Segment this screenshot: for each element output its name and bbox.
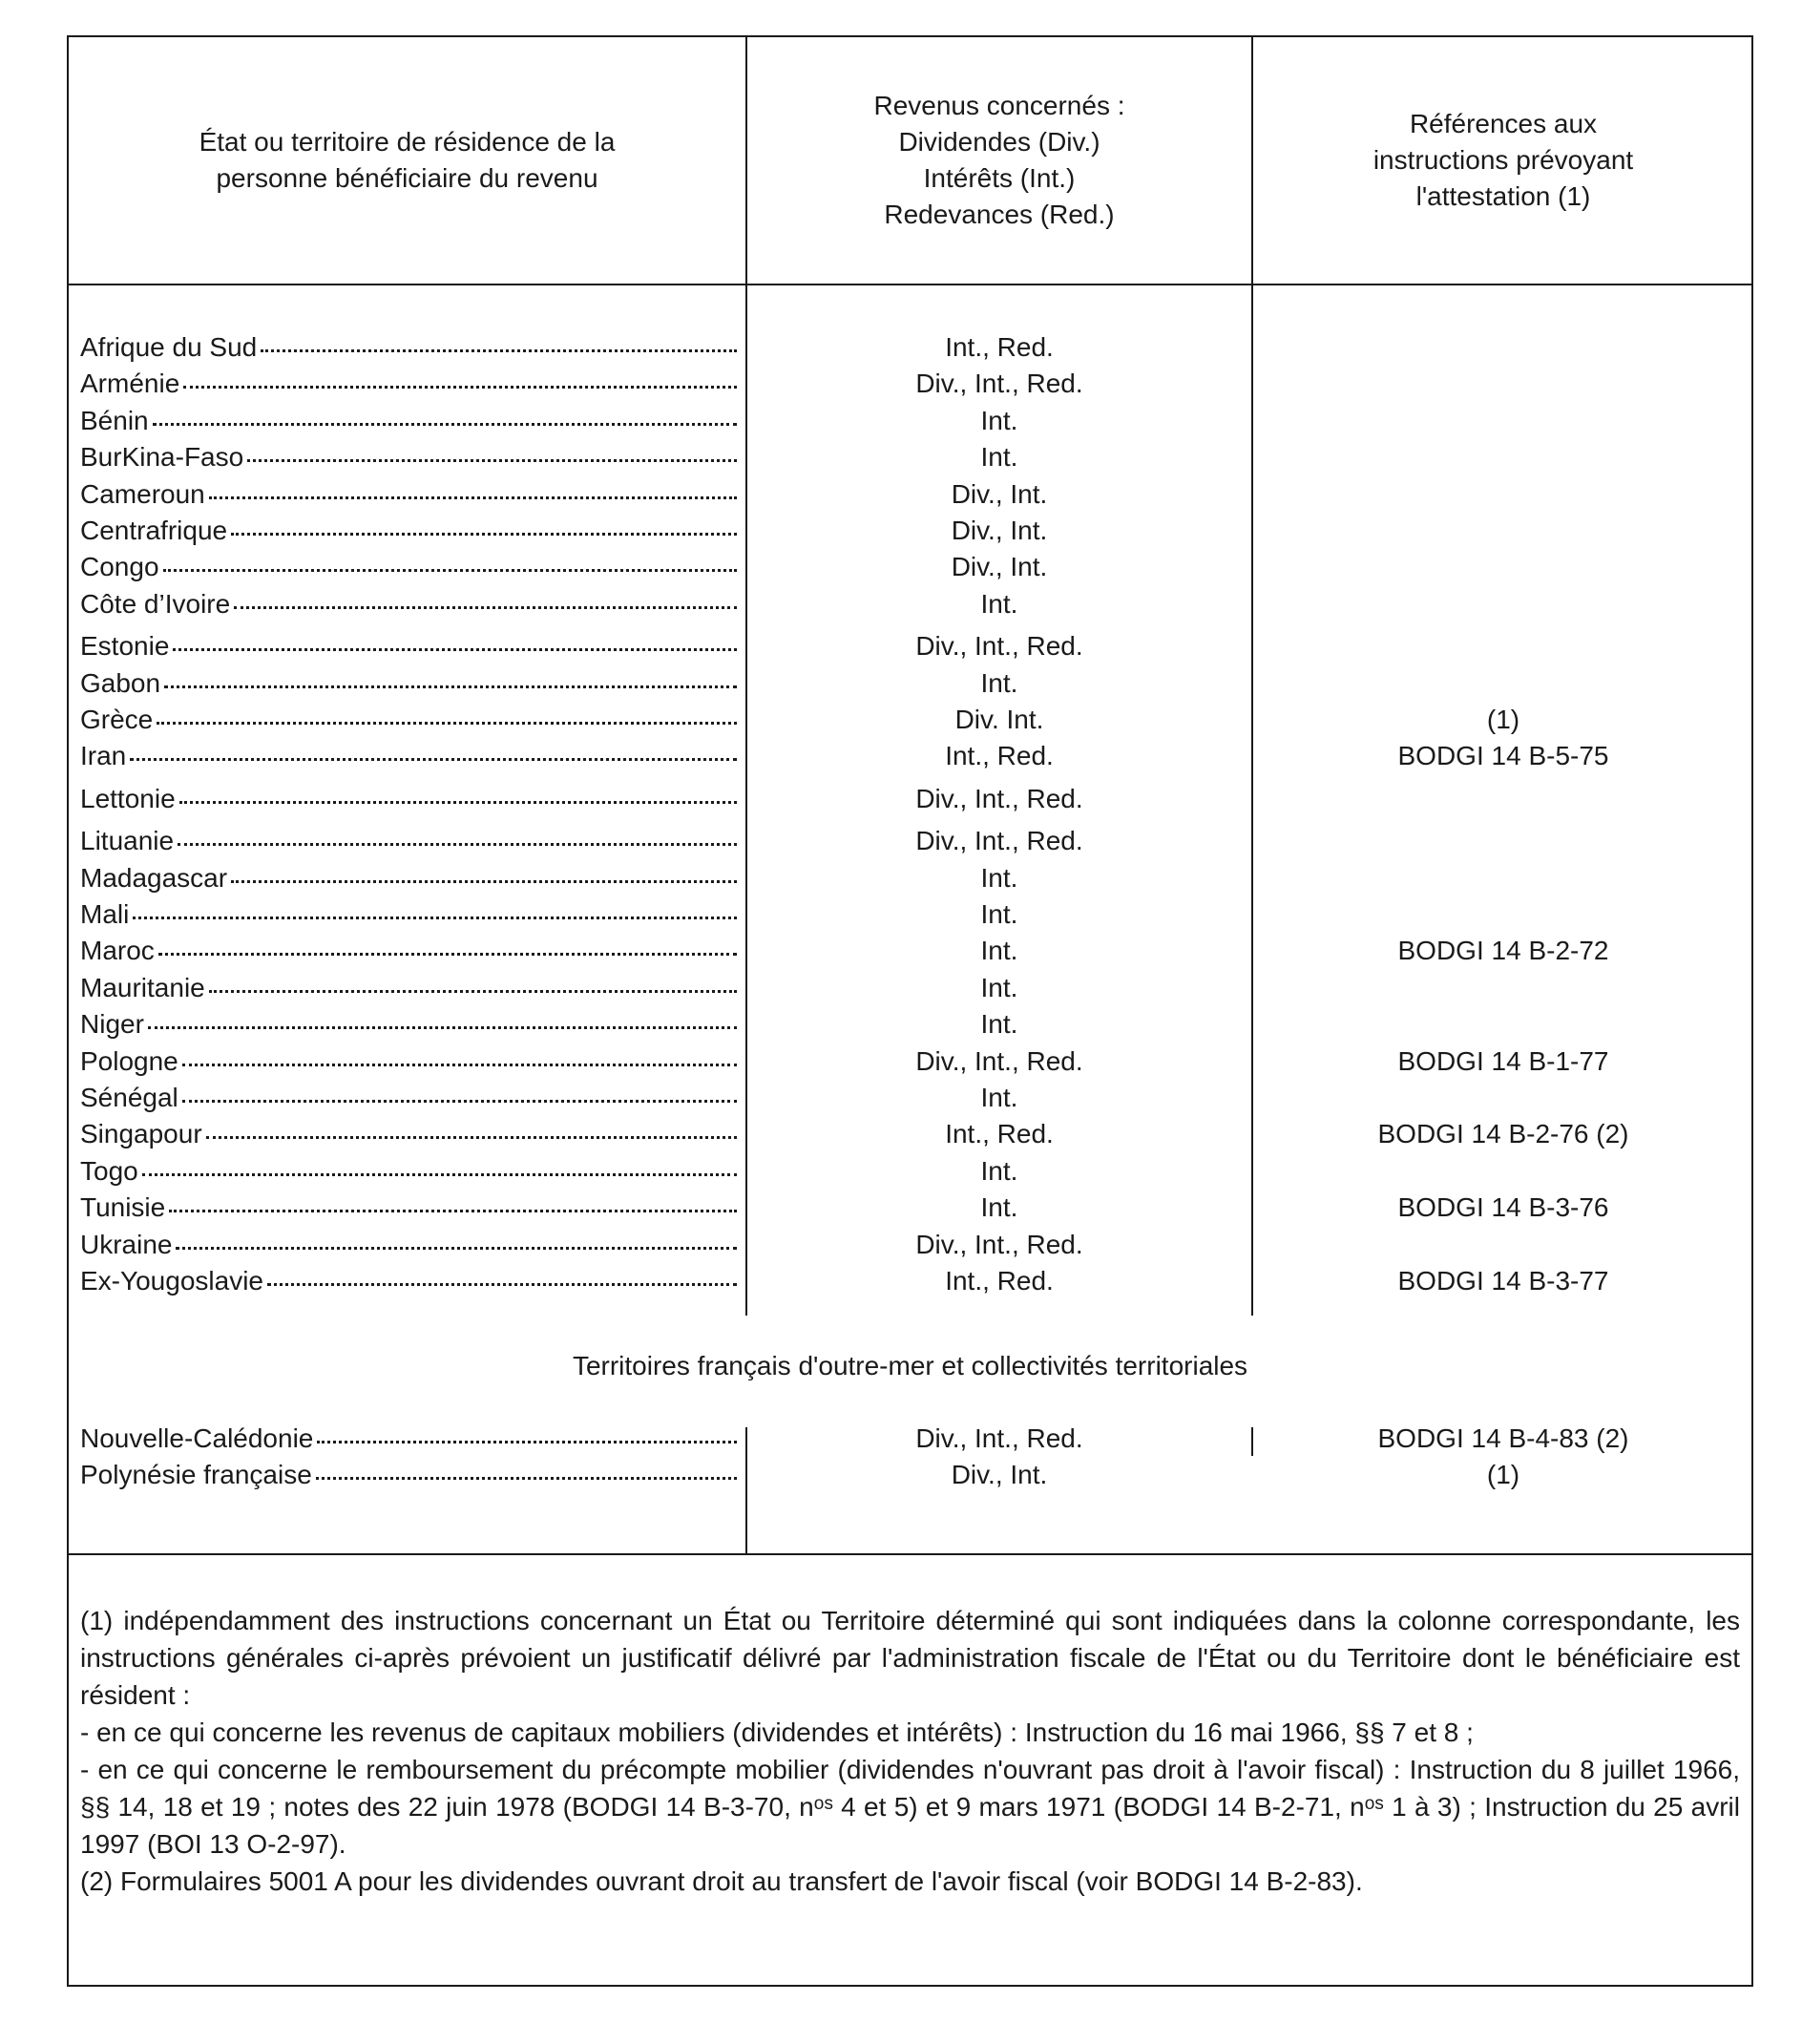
dot-leader (169, 1210, 737, 1212)
reference-cell: BODGI 14 B-2-76 (2) (1377, 1119, 1629, 1148)
country-name (80, 665, 737, 702)
reference-cell: BODGI 14 B-2-72 (1397, 936, 1609, 965)
table-row (69, 586, 1751, 622)
dot-leader (209, 496, 737, 499)
country-name (80, 329, 737, 366)
country-name (80, 586, 737, 622)
revenus-cell: Div., Int. (951, 552, 1048, 581)
dot-leader (157, 722, 737, 725)
country-name (80, 439, 737, 475)
country-name (80, 628, 737, 664)
reference-cell: (1) (1486, 1460, 1520, 1489)
country-name (80, 403, 737, 439)
country-name-text: Gabon (80, 668, 161, 698)
table-row (69, 702, 1751, 738)
revenus-cell: Int. (980, 442, 1018, 472)
dot-leader (158, 953, 737, 956)
dot-leader (183, 386, 737, 389)
revenus-cell: Int. (980, 863, 1018, 893)
country-name-text: Congo (80, 552, 159, 581)
revenus-cell: Int. (980, 589, 1018, 619)
country-name-text: Centrafrique (80, 516, 228, 545)
table-row (69, 439, 1751, 475)
country-name-text: Lettonie (80, 784, 176, 813)
country-name (80, 1457, 737, 1493)
dot-leader (231, 880, 737, 883)
country-name-text: Lituanie (80, 826, 175, 855)
header-rule (69, 284, 1751, 285)
country-name (80, 970, 737, 1006)
reference-cell: BODGI 14 B-1-77 (1397, 1046, 1609, 1076)
dot-leader (173, 648, 737, 651)
revenus-cell: Int. (980, 668, 1018, 698)
table-row (69, 513, 1751, 549)
table-row (69, 1190, 1751, 1226)
country-name-text: Pologne (80, 1046, 178, 1076)
reference-cell: BODGI 14 B-3-77 (1397, 1266, 1609, 1296)
table-row (69, 549, 1751, 585)
table-row (69, 476, 1751, 513)
revenus-cell: Int. (980, 1083, 1018, 1112)
country-name (80, 1043, 737, 1080)
document-table (67, 35, 1753, 1987)
dot-leader (163, 569, 737, 572)
dot-leader (231, 533, 737, 536)
country-name-text: Sénégal (80, 1083, 178, 1112)
country-name (80, 1116, 737, 1152)
revenus-cell: Int. (980, 973, 1018, 1002)
dot-leader (182, 1064, 737, 1066)
table-row (69, 1153, 1751, 1190)
header-references: Références aux instructions prévoyant l'attestation (1) (1372, 109, 1634, 211)
revenus-cell: Div., Int., Red. (915, 1046, 1083, 1076)
dot-leader (247, 459, 737, 462)
revenus-cell: Int. (980, 899, 1018, 929)
table-row (69, 1227, 1751, 1263)
table-row (69, 665, 1751, 702)
country-name (80, 860, 737, 896)
country-name-text: Côte d’Ivoire (80, 589, 231, 619)
country-name-text: Ukraine (80, 1230, 173, 1259)
header-residence: État ou territoire de résidence de la personne bénéficiaire du revenu (199, 127, 616, 193)
country-name-text: Bénin (80, 406, 149, 435)
country-name-text: Iran (80, 741, 127, 770)
table-row (69, 1421, 1751, 1457)
header-revenus: Revenus concernés : Dividendes (Div.) Intérêts (Int.) Redevances (Red.) (873, 91, 1125, 229)
revenus-cell: Div., Int., Red. (915, 631, 1083, 661)
country-name (80, 738, 737, 774)
reference-cell: BODGI 14 B-5-75 (1397, 741, 1609, 770)
country-name-text: Estonie (80, 631, 170, 661)
revenus-cell: Div., Int., Red. (915, 784, 1083, 813)
country-name-text: Mali (80, 899, 130, 929)
dot-leader (130, 758, 737, 761)
notes-rule (69, 1553, 1751, 1555)
table-row (69, 970, 1751, 1006)
country-name-text: Tunisie (80, 1192, 166, 1222)
table-row (69, 366, 1751, 402)
country-name (80, 366, 737, 402)
country-name-text: Mauritanie (80, 973, 205, 1002)
footnote-paragraph: (1) indépendamment des instructions concernant un État ou Territoire déterminé qui sont indiquées dans la colonne correspondante, les instructions générales ci-après prévoient un justificatif délivré par l'administration fiscale de l'État ou du Territoire dont le bénéficiaire est résident : (80, 1606, 1740, 1710)
country-name-text: Togo (80, 1156, 138, 1186)
reference-cell: BODGI 14 B-3-76 (1397, 1192, 1609, 1222)
country-name-text: Niger (80, 1009, 144, 1039)
revenus-cell: Int. (980, 1009, 1018, 1039)
dot-leader (182, 1100, 737, 1103)
country-name (80, 549, 737, 585)
dot-leader (234, 606, 737, 609)
footnote-paragraph: (2) Formulaires 5001 A pour les dividendes ouvrant droit au transfert de l'avoir fiscal (voir BODGI 14 B-2-83). (80, 1866, 1363, 1896)
revenus-cell: Div., Int., Red. (915, 1423, 1083, 1453)
table-row (69, 781, 1751, 817)
dot-leader (153, 423, 737, 426)
revenus-cell: Int., Red. (945, 1266, 1054, 1296)
table-row (69, 1043, 1751, 1080)
country-name-text: BurKina-Faso (80, 442, 244, 472)
dot-leader (178, 843, 737, 846)
country-name (80, 702, 737, 738)
dot-leader (164, 685, 737, 688)
revenus-cell: Int., Red. (945, 332, 1054, 362)
country-name (80, 1080, 737, 1116)
country-name (80, 781, 737, 817)
footnote-paragraph: - en ce qui concerne les revenus de capitaux mobiliers (dividendes et intérêts) : Instruction du 16 mai 1966, §§ 7 et 8 ; (80, 1717, 1474, 1747)
table-row (69, 860, 1751, 896)
country-name (80, 823, 737, 859)
table-row (69, 738, 1751, 774)
country-name (80, 933, 737, 969)
country-name-text: Afrique du Sud (80, 332, 258, 362)
dot-leader (179, 801, 737, 804)
dot-leader (261, 349, 737, 352)
dot-leader (176, 1247, 737, 1250)
table-row (69, 823, 1751, 859)
revenus-cell: Div. Int. (954, 705, 1044, 734)
dot-leader (316, 1477, 737, 1480)
table-row (69, 628, 1751, 664)
dot-leader (317, 1441, 737, 1443)
revenus-cell: Div., Int., Red. (915, 826, 1083, 855)
country-name (80, 1227, 737, 1263)
reference-cell: BODGI 14 B-4-83 (2) (1377, 1423, 1629, 1453)
table-row (69, 1116, 1751, 1152)
country-name (80, 896, 737, 933)
dot-leader (148, 1026, 737, 1029)
revenus-cell: Div., Int., Red. (915, 369, 1083, 398)
country-name (80, 476, 737, 513)
revenus-cell: Int., Red. (945, 1119, 1054, 1148)
dot-leader (133, 917, 737, 919)
revenus-cell: Div., Int. (951, 516, 1048, 545)
country-name-text: Nouvelle-Calédonie (80, 1423, 314, 1453)
table-row (69, 1006, 1751, 1043)
dot-leader (267, 1283, 737, 1286)
table-row (69, 1263, 1751, 1299)
revenus-cell: Int. (980, 406, 1018, 435)
revenus-cell: Div., Int. (951, 1460, 1048, 1489)
dot-leader (142, 1173, 737, 1176)
country-name-text: Polynésie française (80, 1460, 312, 1489)
country-name-text: Singapour (80, 1119, 202, 1148)
revenus-cell: Int. (980, 1192, 1018, 1222)
table-row (69, 1457, 1751, 1493)
country-name-text: Cameroun (80, 479, 205, 509)
country-name (80, 1006, 737, 1043)
table-row (69, 329, 1751, 366)
country-name-text: Madagascar (80, 863, 228, 893)
table-row (69, 933, 1751, 969)
country-name-text: Arménie (80, 369, 180, 398)
footnotes (80, 1602, 1740, 1900)
country-name (80, 1263, 737, 1299)
country-name-text: Ex-Yougoslavie (80, 1266, 263, 1296)
dot-leader (209, 990, 737, 993)
country-name-text: Maroc (80, 936, 155, 965)
table-row (69, 896, 1751, 933)
section-title: Territoires français d'outre-mer et collectivités territoriales (572, 1351, 1248, 1380)
table-row (69, 1080, 1751, 1116)
footnote-paragraph: - en ce qui concerne le remboursement du précompte mobilier (dividendes n'ouvrant pas droit à l'avoir fiscal) : Instruction du 8 juillet 1966, §§ 14, 18 et 19 ; notes des 22 juin 1978 (BODGI 14 B-3-70, nᵒˢ 4 et 5) et 9 mars 1971 (BODGI 14 B-2-71, nᵒˢ 1 à 3) ; Instruction du 25 avril 1997 (BOI 13 O-2-97). (80, 1755, 1740, 1859)
table-row (69, 403, 1751, 439)
reference-cell: (1) (1486, 705, 1520, 734)
country-name (80, 513, 737, 549)
revenus-cell: Div., Int., Red. (915, 1230, 1083, 1259)
revenus-cell: Int., Red. (945, 741, 1054, 770)
revenus-cell: Int. (980, 936, 1018, 965)
revenus-cell: Int. (980, 1156, 1018, 1186)
country-name-text: Grèce (80, 705, 154, 734)
country-name (80, 1153, 737, 1190)
country-name (80, 1421, 737, 1457)
revenus-cell: Div., Int. (951, 479, 1048, 509)
country-name (80, 1190, 737, 1226)
dot-leader (206, 1136, 737, 1139)
